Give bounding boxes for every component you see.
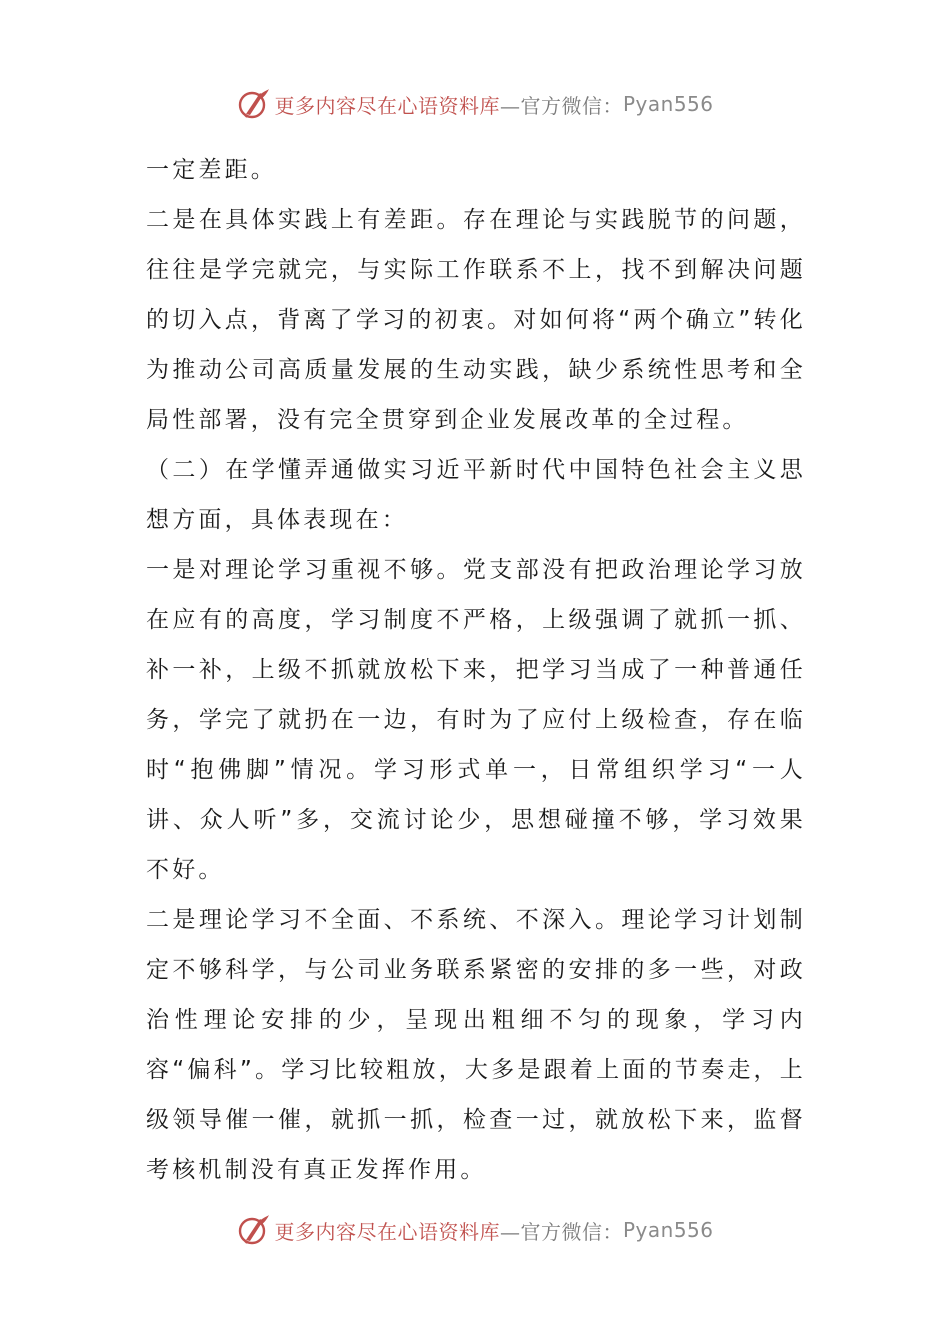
paragraph: 一是对理论学习重视不够。党支部没有把政治理论学习放在应有的高度，学习制度不严格，上级强调了就抓一抓、补一补，上级不抓就放松下来，把学习当成了一种普通任务，学完了就扔在一边，有时为了应付上级检查，存在临时“抱佛脚”情况。学习形式单一，日常组织学习“一人讲、众人听”多，交流讨论少，思想碰撞不够，学习效果不好。 <box>146 557 806 883</box>
footer-watermark-banner <box>0 1208 950 1252</box>
header-watermark-banner <box>0 82 950 126</box>
banner-site-name: 更多内容尽在心语资料库 <box>274 1219 500 1244</box>
paragraph: 二是理论学习不全面、不系统、不深入。理论学习计划制定不够科学，与公司业务联系紧密的安排的多一些，对政治性理论安排的少，呈现出粗细不匀的现象，学习内容“偏科”。学习比较粗放，大多是跟着上面的节奏走，上级领导催一催，就抓一抓，检查一过，就放松下来，监督考核机制没有真正发挥作用。 <box>146 907 806 1183</box>
banner-wechat-label: —官方微信： <box>499 93 623 118</box>
paragraph: 一定差距。 <box>146 157 277 183</box>
banner-wechat-label: —官方微信： <box>499 1219 623 1244</box>
banner-wechat-id: Pyan556 <box>622 1218 714 1242</box>
quill-pen-circle-icon <box>236 1213 270 1247</box>
quill-pen-circle-icon <box>236 87 270 121</box>
paragraph: 二是在具体实践上有差距。存在理论与实践脱节的问题，往往是学完就完，与实际工作联系不上，找不到解决问题的切入点，背离了学习的初衷。对如何将“两个确立”转化为推动公司高质量发展的生动实践，缺少系统性思考和全局性部署，没有完全贯穿到企业发展改革的全过程。 <box>146 207 806 433</box>
banner-wechat-id: Pyan556 <box>622 92 714 116</box>
document-body <box>146 145 806 1195</box>
section-heading: （二）在学懂弄通做实习近平新时代中国特色社会主义思想方面，具体表现在： <box>146 457 806 533</box>
banner-site-name: 更多内容尽在心语资料库 <box>274 93 500 118</box>
